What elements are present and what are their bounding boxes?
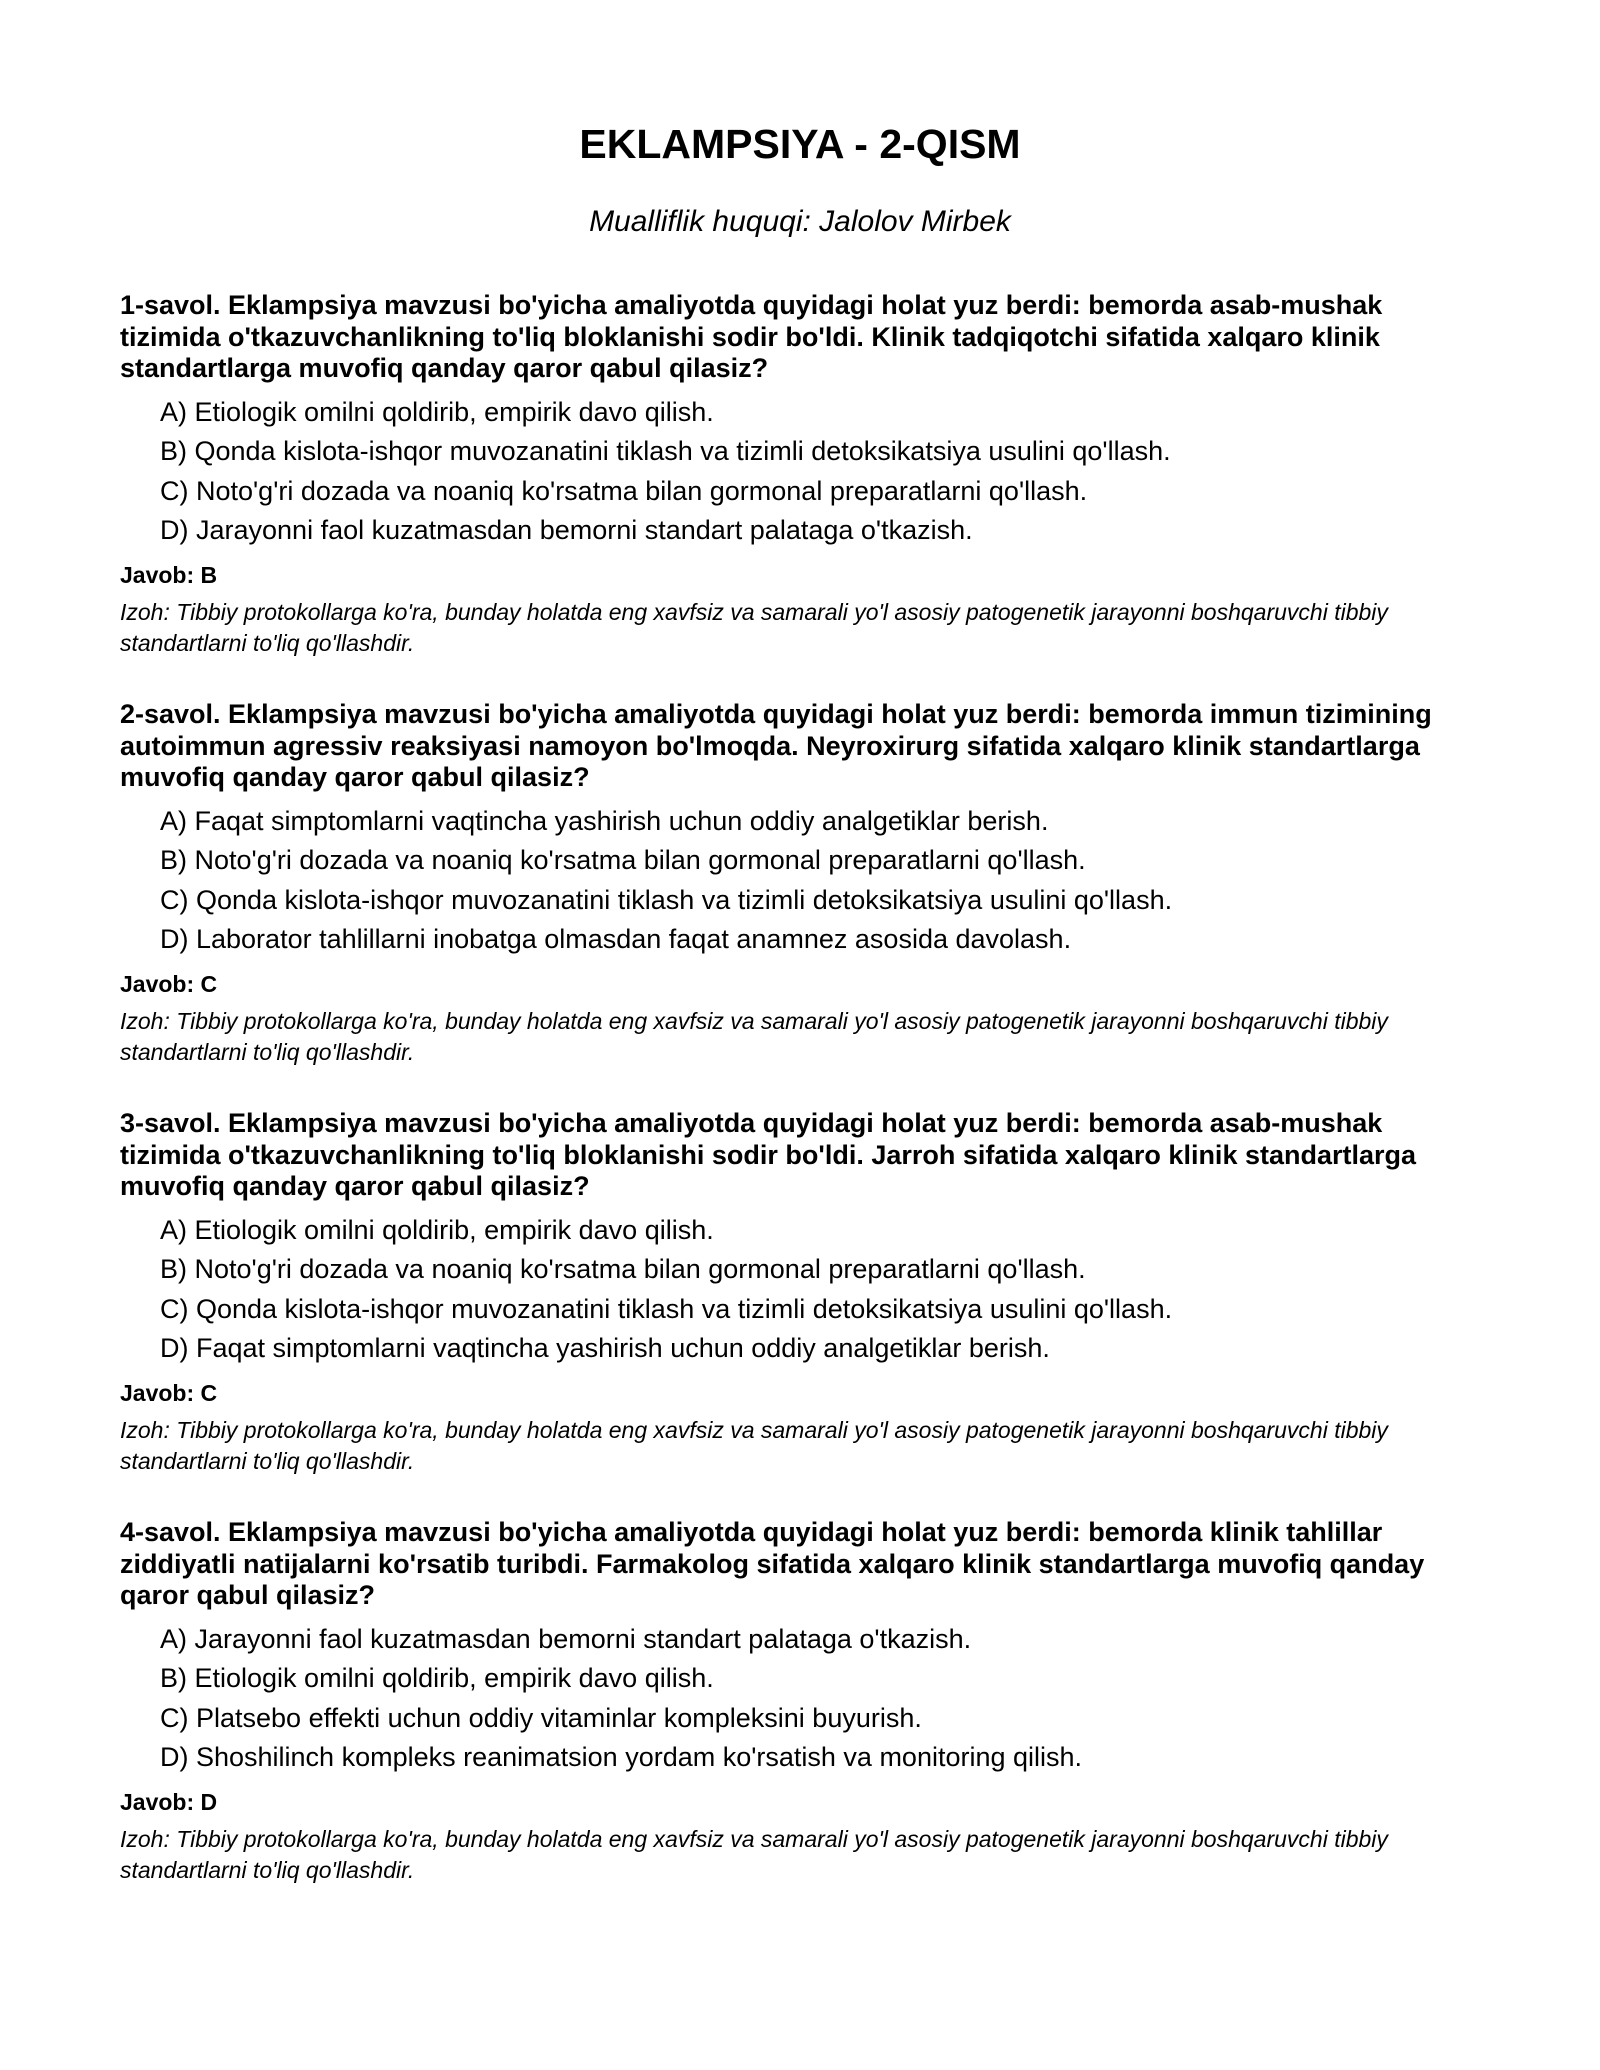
- option-d: D) Jarayonni faol kuzatmasdan bemorni standart palataga o'tkazish.: [160, 515, 973, 545]
- option-c: C) Qonda kislota-ishqor muvozanatini tiklash va tizimli detoksikatsiya usulini qo'llash.: [160, 884, 1173, 915]
- question-block-3: [120, 1108, 1480, 1517]
- answer-text: Javob: D: [120, 1788, 218, 1815]
- option-d: D) Faqat simptomlarni vaqtincha yashirish uchun oddiy analgetiklar berish.: [160, 1333, 1050, 1363]
- option-d: D) Shoshilinch kompleks reanimatsion yordam ko'rsatish va monitoring qilish.: [160, 1742, 1083, 1772]
- question-text: 1-savol. Eklampsiya mavzusi bo'yicha amaliyotda quyidagi holat yuz berdi: bemorda asab-mushak tizimida o'tkazuvchanlikning to'liq bloklanishi sodir bo'ldi. Klinik tadqiqotchi sifatida xalqaro klinik standartlarga muvofiq qanday qaror qabul qilasiz?: [120, 290, 1383, 383]
- explanation-text: Izoh: Tibbiy protokollarga ko'ra, bunday holatda eng xavfsiz va samarali yo'l asosiy patogenetik jarayonni boshqaruvchi tibbiy standartlarni to'liq qo'llashdir.: [120, 1007, 1388, 1065]
- option-d: D) Laborator tahlillarni inobatga olmasdan faqat anamnez asosida davolash.: [160, 924, 1072, 954]
- question-block-2: [120, 699, 1480, 1108]
- option-a: A) Jarayonni faol kuzatmasdan bemorni standart palataga o'tkazish.: [160, 1623, 972, 1654]
- question-block-4: [120, 1517, 1480, 1926]
- explanation-text: Izoh: Tibbiy protokollarga ko'ra, bunday holatda eng xavfsiz va samarali yo'l asosiy patogenetik jarayonni boshqaruvchi tibbiy standartlarni to'liq qo'llashdir.: [120, 598, 1388, 656]
- document-subtitle: Mualliflik huquqi: Jalolov Mirbek: [589, 205, 1011, 238]
- explanation-text: Izoh: Tibbiy protokollarga ko'ra, bunday holatda eng xavfsiz va samarali yo'l asosiy patogenetik jarayonni boshqaruvchi tibbiy standartlarni to'liq qo'llashdir.: [120, 1825, 1388, 1883]
- option-list: [120, 393, 1480, 551]
- document-title: EKLAMPSIYA - 2-QISM: [579, 121, 1021, 167]
- option-b: B) Qonda kislota-ishqor muvozanatini tiklash va tizimli detoksikatsiya usulini qo'llash.: [160, 436, 1171, 466]
- question-block-1: [120, 290, 1480, 699]
- question-text: 2-savol. Eklampsiya mavzusi bo'yicha amaliyotda quyidagi holat yuz berdi: bemorda immun tizimining autoimmun agressiv reaksiyasi namoyon bo'lmoqda. Neyroxirurg sifatida xalqaro klinik standartlarga muvofiq qanday qaror qabul qilasiz?: [120, 699, 1432, 792]
- option-b: B) Noto'g'ri dozada va noaniq ko'rsatma bilan gormonal preparatlarni qo'llash.: [160, 845, 1086, 875]
- explanation-text: Izoh: Tibbiy protokollarga ko'ra, bunday holatda eng xavfsiz va samarali yo'l asosiy patogenetik jarayonni boshqaruvchi tibbiy standartlarni to'liq qo'llashdir.: [120, 1416, 1388, 1474]
- option-list: [120, 1211, 1480, 1369]
- option-list: [120, 1620, 1480, 1778]
- answer-text: Javob: B: [120, 561, 218, 588]
- question-list: [120, 290, 1480, 1926]
- option-a: A) Etiologik omilni qoldirib, empirik davo qilish.: [160, 396, 714, 427]
- option-b: B) Noto'g'ri dozada va noaniq ko'rsatma bilan gormonal preparatlarni qo'llash.: [160, 1254, 1086, 1284]
- answer-text: Javob: C: [120, 1379, 218, 1406]
- option-list: [120, 802, 1480, 960]
- question-text: 3-savol. Eklampsiya mavzusi bo'yicha amaliyotda quyidagi holat yuz berdi: bemorda asab-mushak tizimida o'tkazuvchanlikning to'liq bloklanishi sodir bo'ldi. Jarroh sifatida xalqaro klinik standartlarga muvofiq qanday qaror qabul qilasiz?: [120, 1108, 1417, 1201]
- question-text: 4-savol. Eklampsiya mavzusi bo'yicha amaliyotda quyidagi holat yuz berdi: bemorda klinik tahlillar ziddiyatli natijalarni ko'rsatib turibdi. Farmakolog sifatida xalqaro klinik standartlarga muvofiq qanday qaror qabul qilasiz?: [120, 1517, 1425, 1610]
- answer-text: Javob: C: [120, 970, 218, 997]
- option-a: A) Etiologik omilni qoldirib, empirik davo qilish.: [160, 1214, 714, 1245]
- option-c: C) Noto'g'ri dozada va noaniq ko'rsatma bilan gormonal preparatlarni qo'llash.: [160, 475, 1088, 506]
- option-c: C) Platsebo effekti uchun oddiy vitaminlar kompleksini buyurish.: [160, 1702, 922, 1733]
- option-a: A) Faqat simptomlarni vaqtincha yashirish uchun oddiy analgetiklar berish.: [160, 805, 1049, 836]
- option-b: B) Etiologik omilni qoldirib, empirik davo qilish.: [160, 1663, 714, 1693]
- option-c: C) Qonda kislota-ishqor muvozanatini tiklash va tizimli detoksikatsiya usulini qo'llash.: [160, 1293, 1173, 1324]
